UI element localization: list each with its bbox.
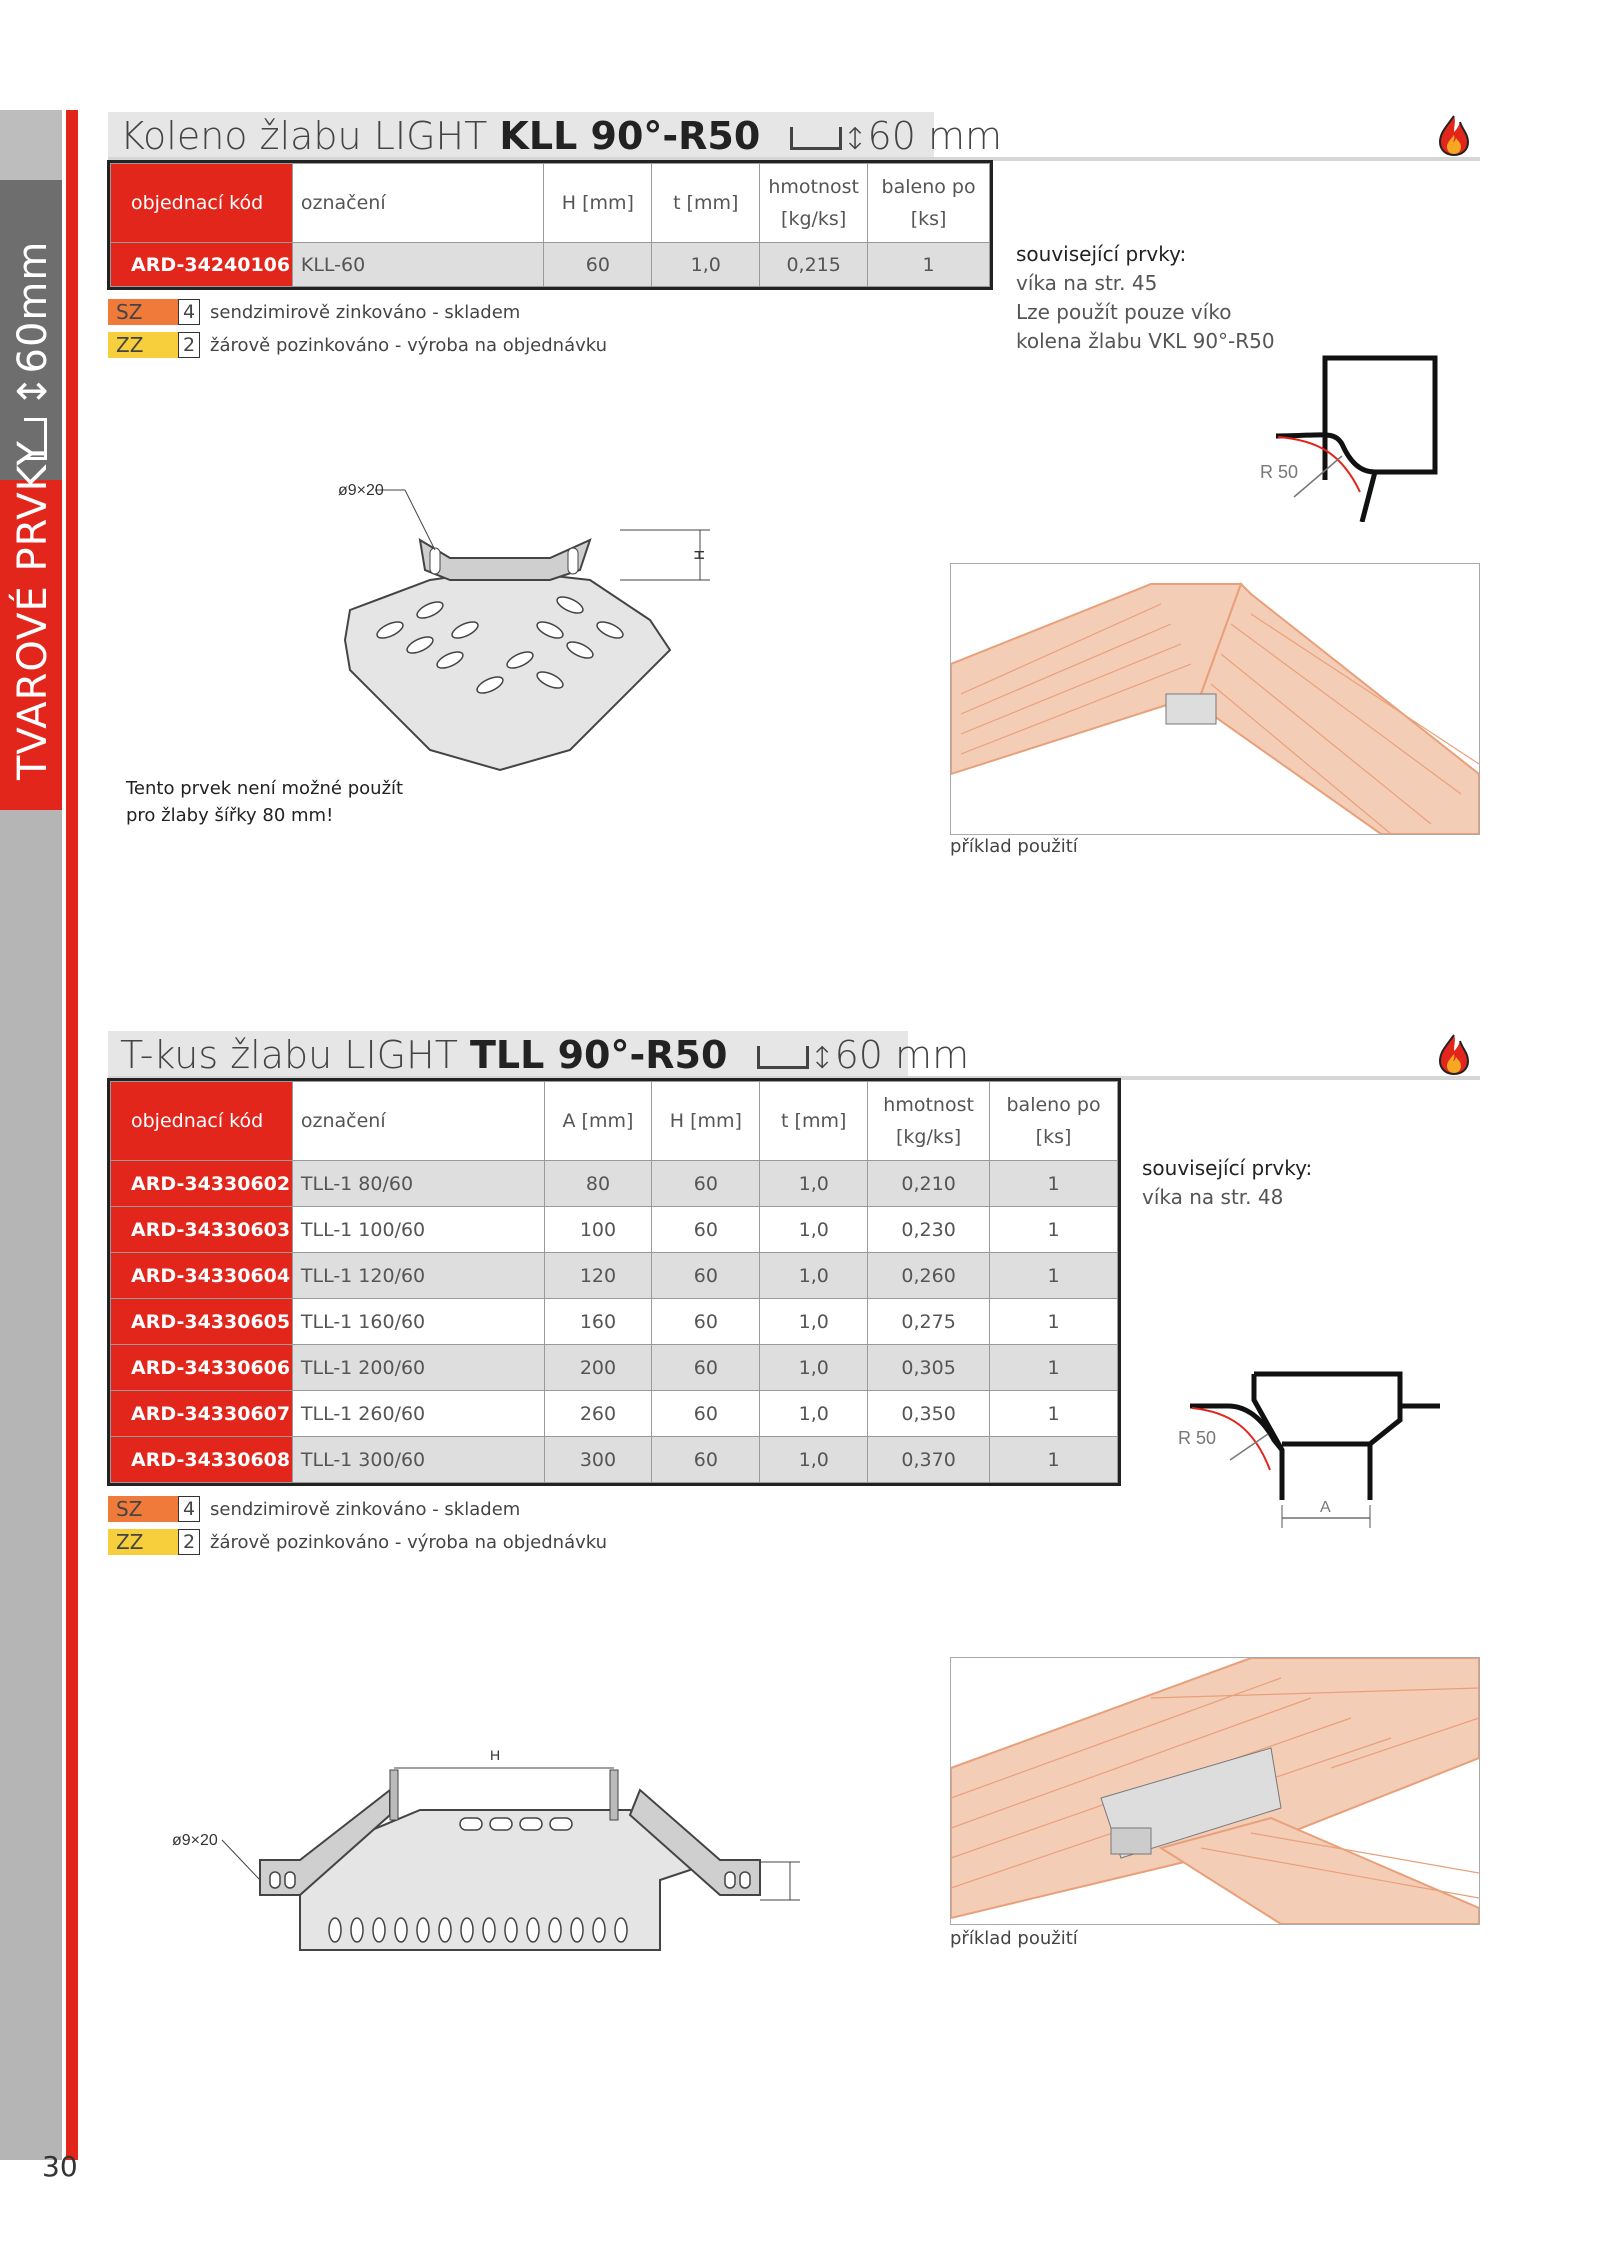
radius-label: R 50	[1178, 1428, 1217, 1448]
product1-note	[126, 775, 403, 829]
cell-code: ARD-34330608	[111, 1437, 293, 1483]
cell-h: 60	[652, 1299, 760, 1345]
product2-photo-caption: příklad použití	[950, 1928, 1078, 1949]
height-arrow-icon: ↕	[842, 122, 868, 157]
cell-name: TLL-1 160/60	[292, 1299, 544, 1345]
cell-code: ARD-34240106	[111, 243, 293, 287]
header-t: t [mm]	[760, 1082, 868, 1161]
legend-zz	[108, 331, 607, 359]
cell-t: 1,0	[760, 1345, 868, 1391]
cell-code: ARD-34330603	[111, 1207, 293, 1253]
cell-a: 260	[544, 1391, 652, 1437]
cell-t: 1,0	[652, 243, 760, 287]
product2-related	[1142, 1154, 1312, 1212]
table-row	[111, 1161, 1118, 1207]
cell-h: 60	[652, 1391, 760, 1437]
cell-a: 80	[544, 1161, 652, 1207]
legend-text-sz: sendzimirově zinkováno - skladem	[210, 1498, 521, 1520]
radius-label: R 50	[1260, 462, 1299, 482]
sidebar-top-block	[0, 110, 62, 190]
legend-text-sz: sendzimirově zinkováno - skladem	[210, 301, 521, 323]
legend-code-zz: ZZ	[108, 1529, 178, 1555]
cell-weight: 0,370	[868, 1437, 990, 1483]
table-row	[111, 1437, 1118, 1483]
cell-h: 60	[544, 243, 652, 287]
product1-usage-photo	[950, 563, 1480, 835]
cell-h: 60	[652, 1437, 760, 1483]
product1-related	[1016, 240, 1275, 356]
cell-a: 120	[544, 1253, 652, 1299]
hole-label: ø9×20	[338, 482, 384, 499]
cell-t: 1,0	[760, 1253, 868, 1299]
product2-title: T-kus žlabu LIGHT TLL 90°-R50 ↕60 mm	[120, 1033, 970, 1077]
header-name: označení	[292, 164, 544, 243]
cell-pack: 1	[990, 1161, 1118, 1207]
page-number: 30	[42, 2150, 78, 2183]
cell-t: 1,0	[760, 1437, 868, 1483]
legend-num-zz: 2	[178, 332, 200, 358]
cell-a: 100	[544, 1207, 652, 1253]
related-line: víka na str. 45	[1016, 271, 1158, 295]
cell-pack: 1	[990, 1437, 1118, 1483]
product1-photo-caption: příklad použití	[950, 836, 1078, 857]
cell-h: 60	[652, 1161, 760, 1207]
cell-name: TLL-1 100/60	[292, 1207, 544, 1253]
cell-pack: 1	[990, 1391, 1118, 1437]
cell-weight: 0,350	[868, 1391, 990, 1437]
cell-t: 1,0	[760, 1207, 868, 1253]
cell-h: 60	[652, 1253, 760, 1299]
header-pack: baleno po [ks]	[868, 164, 990, 243]
cell-a: 200	[544, 1345, 652, 1391]
legend-code-sz: SZ	[108, 1496, 178, 1522]
cell-h: 60	[652, 1345, 760, 1391]
sidebar-size-label: ↕60mm	[10, 241, 56, 460]
sidebar-red-line	[66, 110, 78, 2160]
related-line: víka na str. 48	[1142, 1185, 1284, 1209]
related-heading: související prvky:	[1142, 1156, 1313, 1180]
cell-t: 1,0	[760, 1161, 868, 1207]
product2-usage-photo	[950, 1657, 1480, 1925]
related-line: kolena žlabu VKL 90°-R50	[1016, 329, 1275, 353]
cell-pack: 1	[990, 1345, 1118, 1391]
header-h: H [mm]	[544, 164, 652, 243]
cell-code: ARD-34330604	[111, 1253, 293, 1299]
product1-title: Koleno žlabu LIGHT KLL 90°-R50 ↕60 mm	[120, 114, 1003, 158]
cell-t: 1,0	[760, 1299, 868, 1345]
hole-label: ø9×20	[172, 1832, 218, 1849]
header-t: t [mm]	[652, 164, 760, 243]
cell-t: 1,0	[760, 1391, 868, 1437]
sidebar-bottom-block	[0, 810, 62, 2160]
h-label: H	[691, 549, 707, 560]
height-arrow-icon: ↕	[809, 1041, 835, 1076]
tray-profile-icon	[757, 1046, 809, 1069]
legend-sz	[108, 1495, 520, 1523]
cell-pack: 1	[990, 1207, 1118, 1253]
cell-code: ARD-34330607	[111, 1391, 293, 1437]
header-h: H [mm]	[652, 1082, 760, 1161]
cell-pack: 1	[990, 1253, 1118, 1299]
cell-code: ARD-34330606	[111, 1345, 293, 1391]
fire-resistance-icon	[1432, 113, 1476, 157]
legend-sz	[108, 298, 520, 326]
cell-weight: 0,305	[868, 1345, 990, 1391]
legend-num-zz: 2	[178, 1529, 200, 1555]
product1-elbow-drawing	[320, 480, 740, 780]
table-row	[111, 1207, 1118, 1253]
cell-name: TLL-1 260/60	[292, 1391, 544, 1437]
a-label: A	[1320, 1499, 1331, 1516]
cell-code: ARD-34330602	[111, 1161, 293, 1207]
h-label: H	[490, 1747, 501, 1763]
cell-code: ARD-34330605	[111, 1299, 293, 1345]
sidebar-section-block	[0, 440, 62, 810]
product2-tee-drawing	[160, 1740, 840, 2000]
header-pack: baleno po [ks]	[990, 1082, 1118, 1161]
legend-num-sz: 4	[178, 1496, 200, 1522]
note-line: Tento prvek není možné použít	[126, 778, 404, 799]
cell-weight: 0,230	[868, 1207, 990, 1253]
cell-a: 160	[544, 1299, 652, 1345]
product2-spec-table	[110, 1081, 1118, 1483]
cell-h: 60	[652, 1207, 760, 1253]
header-weight: hmotnost [kg/ks]	[868, 1082, 990, 1161]
legend-code-sz: SZ	[108, 299, 178, 325]
table-row	[111, 1391, 1118, 1437]
product1-spec-table	[110, 163, 990, 287]
table-row	[111, 1345, 1118, 1391]
tray-profile-icon	[790, 127, 842, 150]
cell-a: 300	[544, 1437, 652, 1483]
table-row	[111, 243, 990, 287]
legend-text-zz: žárově pozinkováno - výroba na objednávku	[210, 1531, 608, 1553]
cell-weight: 0,215	[760, 243, 868, 287]
sidebar-section-label: TVAROVÉ PRVKY	[10, 440, 56, 780]
header-code: objednací kód	[111, 164, 293, 243]
table-header-row	[111, 1082, 1118, 1161]
header-code: objednací kód	[111, 1082, 293, 1161]
product1-outline-drawing	[1250, 352, 1450, 522]
header-weight: hmotnost [kg/ks]	[760, 164, 868, 243]
legend-zz	[108, 1528, 607, 1556]
header-a: A [mm]	[544, 1082, 652, 1161]
legend-code-zz: ZZ	[108, 332, 178, 358]
cell-pack: 1	[868, 243, 990, 287]
table-header-row	[111, 164, 990, 243]
related-heading: související prvky:	[1016, 242, 1187, 266]
cell-name: TLL-1 300/60	[292, 1437, 544, 1483]
note-line: pro žlaby šířky 80 mm!	[126, 805, 334, 826]
cell-pack: 1	[990, 1299, 1118, 1345]
cell-weight: 0,210	[868, 1161, 990, 1207]
cell-weight: 0,275	[868, 1299, 990, 1345]
cell-name: TLL-1 120/60	[292, 1253, 544, 1299]
legend-num-sz: 4	[178, 299, 200, 325]
related-line: Lze použít pouze víko	[1016, 300, 1232, 324]
table-row	[111, 1253, 1118, 1299]
legend-text-zz: žárově pozinkováno - výroba na objednávku	[210, 334, 608, 356]
cell-name: KLL-60	[292, 243, 544, 287]
sidebar-size-block	[0, 180, 62, 480]
fire-resistance-icon	[1432, 1032, 1476, 1076]
cell-name: TLL-1 200/60	[292, 1345, 544, 1391]
height-arrow-icon: ↕	[10, 373, 56, 408]
cell-weight: 0,260	[868, 1253, 990, 1299]
table-row	[111, 1299, 1118, 1345]
header-name: označení	[292, 1082, 544, 1161]
cell-name: TLL-1 80/60	[292, 1161, 544, 1207]
product2-outline-drawing	[1170, 1360, 1450, 1530]
